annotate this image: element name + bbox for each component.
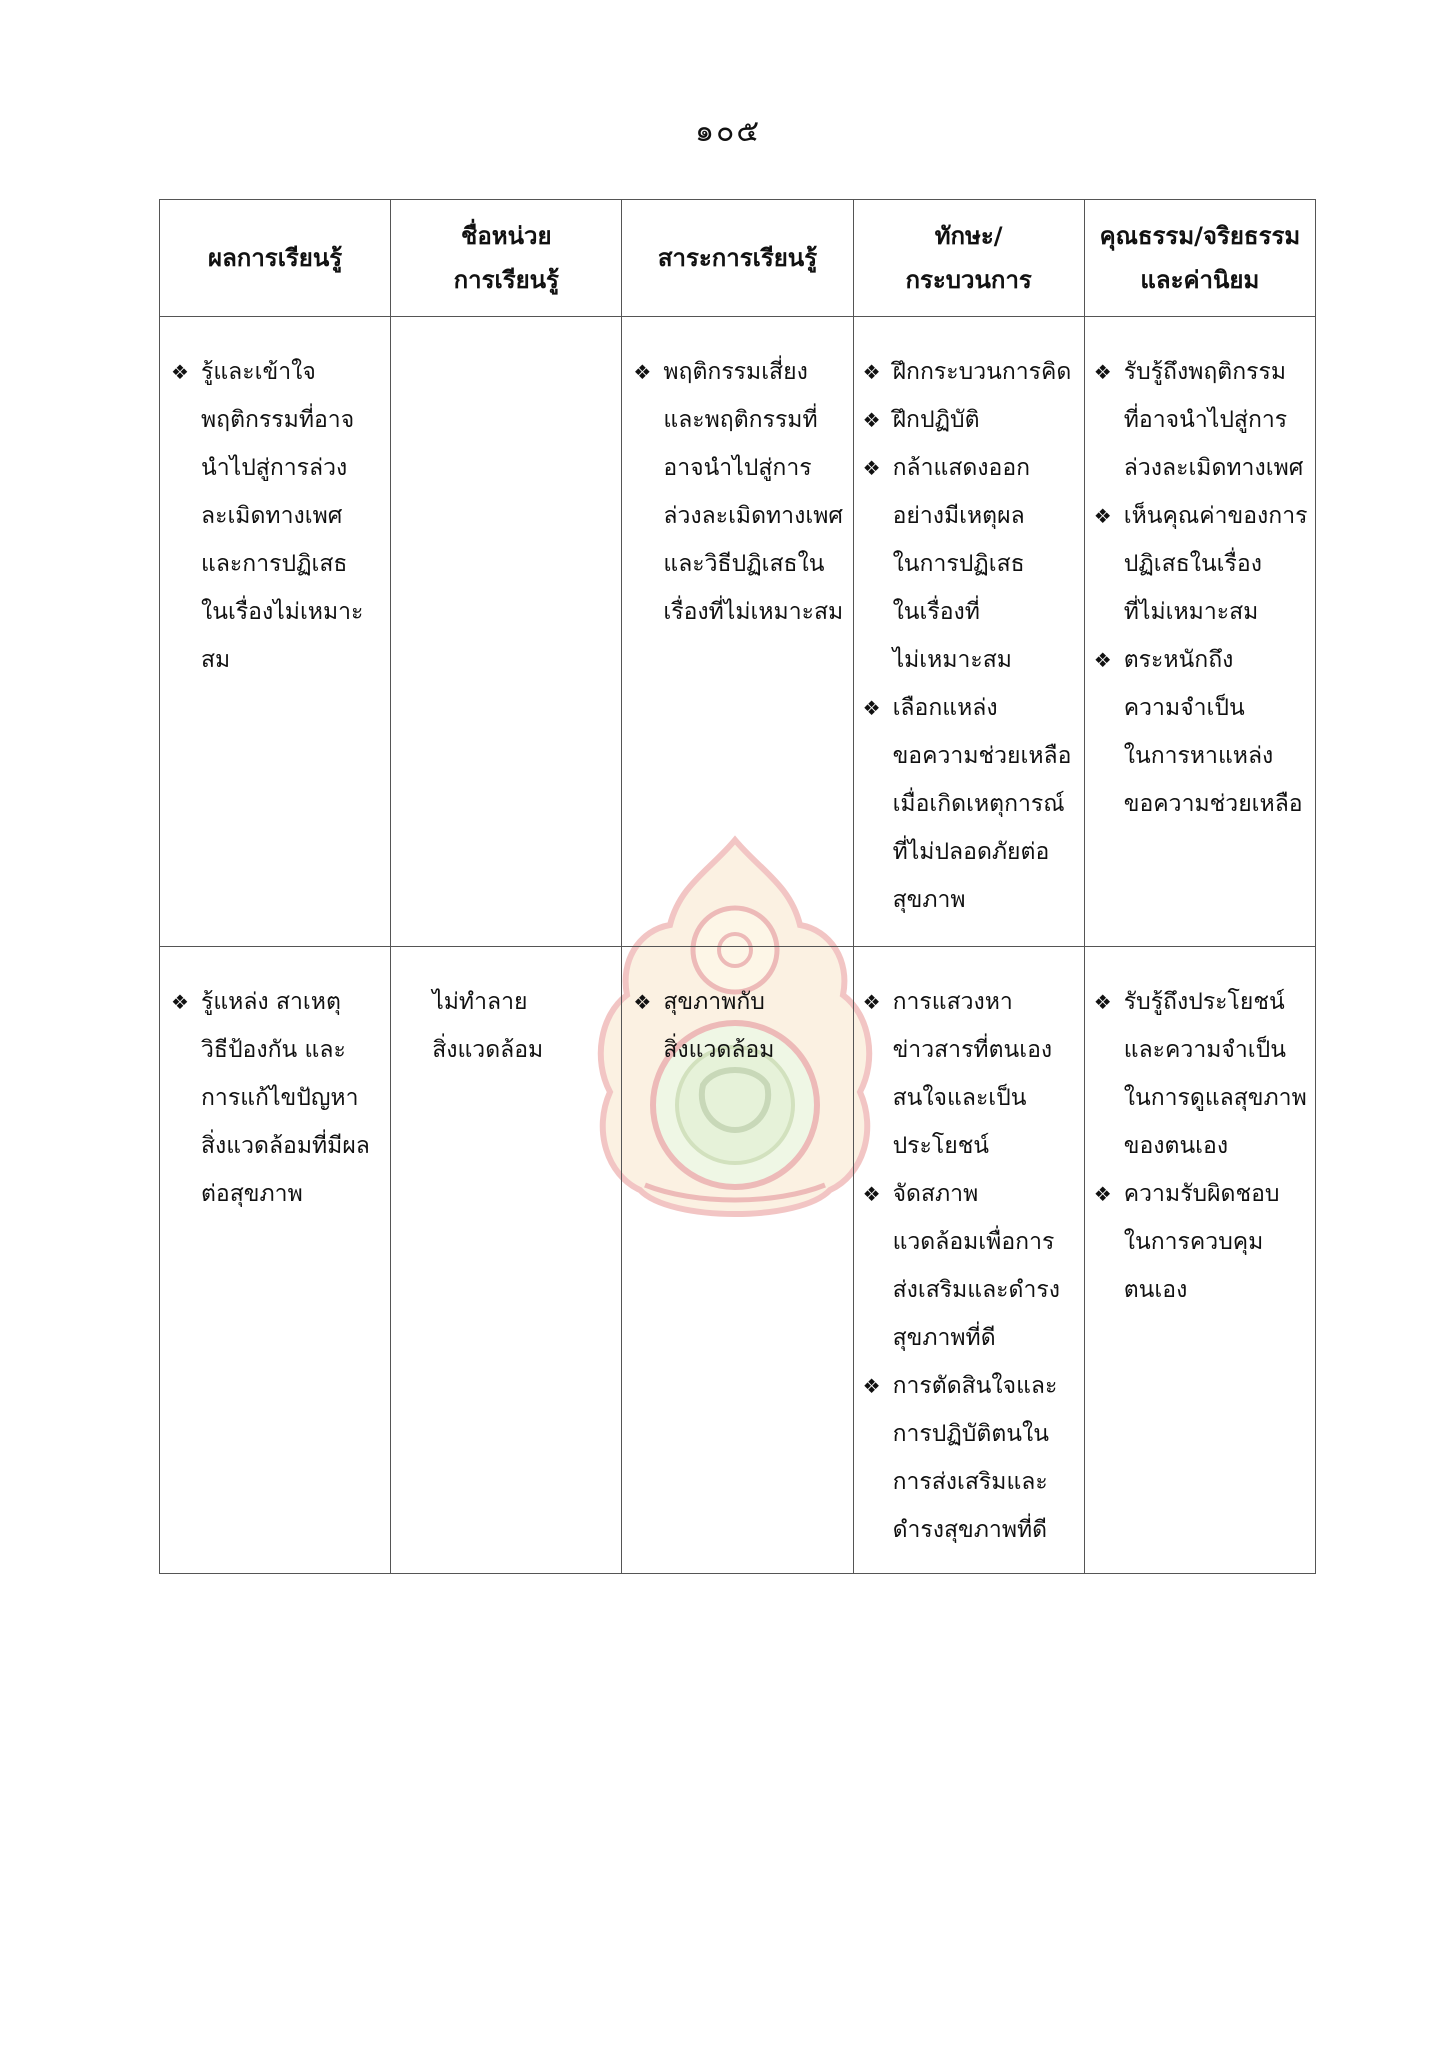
bullet-text: ฝึกกระบวนการคิด [892, 359, 1072, 385]
bullet-item [1094, 492, 1314, 636]
bullet-icon: ❖ [862, 1182, 881, 1206]
header-content [622, 200, 853, 317]
bullet-text: สุขภาพกับ สิ่งแวดล้อม [663, 989, 775, 1063]
bullet-icon: ❖ [862, 696, 881, 720]
header-label: คุณธรรม/จริยธรรม และค่านิยม [1099, 222, 1301, 294]
bullet-icon: ❖ [1093, 648, 1112, 672]
table-row [160, 317, 1316, 947]
bullet-item [863, 684, 1083, 924]
unit-name-text: ไม่ทำลาย สิ่งแวดล้อม [432, 989, 544, 1063]
bullet-item [863, 978, 1083, 1170]
bullet-text: รู้และเข้าใจ พฤติกรรมที่อาจ นำไปสู่การล่วง ละเมิดทางเพศ และการปฏิเสธ ในเรื่องไม่เหมาะสม [201, 359, 364, 673]
header-label: ผลการเรียนรู้ [208, 244, 343, 272]
header-skills [853, 200, 1084, 317]
curriculum-table [159, 199, 1316, 1574]
bullet-item [863, 1362, 1083, 1554]
bullet-icon: ❖ [1093, 990, 1112, 1014]
cell-unit-name [391, 947, 622, 1574]
cell-content [622, 317, 853, 947]
bullet-text: ฝึกปฏิบัติ [892, 407, 980, 433]
bullet-item [1094, 1170, 1314, 1314]
header-label-line-1: ชื่อหน่วย การเรียนรู้ [453, 222, 559, 294]
bullet-text: จัดสภาพ แวดล้อมเพื่อการ ส่งเสริมและดำรง สุขภาพที่ดี [892, 1181, 1060, 1351]
bullet-text: พฤติกรรมเสี่ยง และพฤติกรรมที่ อาจนำไปสู่การ ล่วงละเมิดทางเพศ และวิธีปฏิเสธใน เรื่องที่ไม่เหมาะสม [663, 359, 844, 625]
bullet-icon: ❖ [862, 1374, 881, 1398]
bullet-icon: ❖ [1093, 360, 1112, 384]
bullet-item [171, 348, 389, 684]
bullet-text: การตัดสินใจและ การปฏิบัติตนใน การส่งเสริมและ ดำรงสุขภาพที่ดี [892, 1373, 1058, 1543]
header-learning-outcomes [160, 200, 391, 317]
bullet-text: เห็นคุณค่าของการ ปฏิเสธในเรื่อง ที่ไม่เหมาะสม [1123, 503, 1308, 625]
header-unit-name [391, 200, 622, 317]
bullet-icon: ❖ [862, 456, 881, 480]
header-label: สาระการเรียนรู้ [657, 244, 818, 272]
bullet-item [1094, 978, 1314, 1170]
bullet-item [863, 348, 1083, 396]
bullet-icon: ❖ [1093, 504, 1112, 528]
bullet-icon: ❖ [171, 360, 189, 384]
cell-learning-outcomes [160, 317, 391, 947]
bullet-item [863, 444, 1083, 684]
cell-content [622, 947, 853, 1574]
cell-unit-name [391, 317, 622, 947]
bullet-icon: ❖ [862, 408, 881, 432]
bullet-item [863, 396, 1083, 444]
cell-skills [853, 317, 1084, 947]
header-label: ทักษะ/ กระบวนการ [905, 222, 1032, 294]
cell-skills [853, 947, 1084, 1574]
bullet-item [633, 978, 851, 1074]
bullet-text: ตระหนักถึง ความจำเป็น ในการหาแหล่ง ขอความช่วยเหลือ [1123, 647, 1303, 817]
header-values [1084, 200, 1315, 317]
bullet-text: ความรับผิดชอบ ในการควบคุม ตนเอง [1123, 1181, 1280, 1303]
bullet-text: การแสวงหา ข่าวสารที่ตนเอง สนใจและเป็น ประโยชน์ [892, 989, 1053, 1159]
bullet-icon: ❖ [1093, 1182, 1112, 1206]
cell-values [1084, 317, 1315, 947]
table-row [160, 947, 1316, 1574]
bullet-icon: ❖ [171, 990, 189, 1014]
cell-learning-outcomes [160, 947, 391, 1574]
bullet-text: กล้าแสดงออก อย่างมีเหตุผล ในการปฏิเสธ ในเรื่องที่ ไม่เหมาะสม [892, 455, 1031, 673]
bullet-text: เลือกแหล่ง ขอความช่วยเหลือ เมื่อเกิดเหตุการณ์ ที่ไม่ปลอดภัยต่อ สุขภาพ [892, 695, 1072, 913]
bullet-icon: ❖ [862, 990, 881, 1014]
bullet-icon: ❖ [633, 990, 652, 1014]
cell-values [1084, 947, 1315, 1574]
page-number: ๑๐๕ [694, 114, 762, 149]
bullet-icon: ❖ [633, 360, 652, 384]
bullet-text: รับรู้ถึงประโยชน์ และความจำเป็น ในการดูแลสุขภาพ ของตนเอง [1123, 989, 1307, 1159]
bullet-item [863, 1170, 1083, 1362]
bullet-item [1094, 348, 1314, 492]
bullet-text: รับรู้ถึงพฤติกรรม ที่อาจนำไปสู่การ ล่วงละเมิดทางเพศ [1123, 359, 1304, 481]
bullet-text: รู้แหล่ง สาเหตุ วิธีป้องกัน และ การแก้ไขปัญหา สิ่งแวดล้อมที่มีผล ต่อสุขภาพ [201, 989, 370, 1207]
bullet-icon: ❖ [862, 360, 881, 384]
bullet-item [171, 978, 389, 1218]
bullet-item [633, 348, 851, 636]
bullet-item [1094, 636, 1314, 828]
